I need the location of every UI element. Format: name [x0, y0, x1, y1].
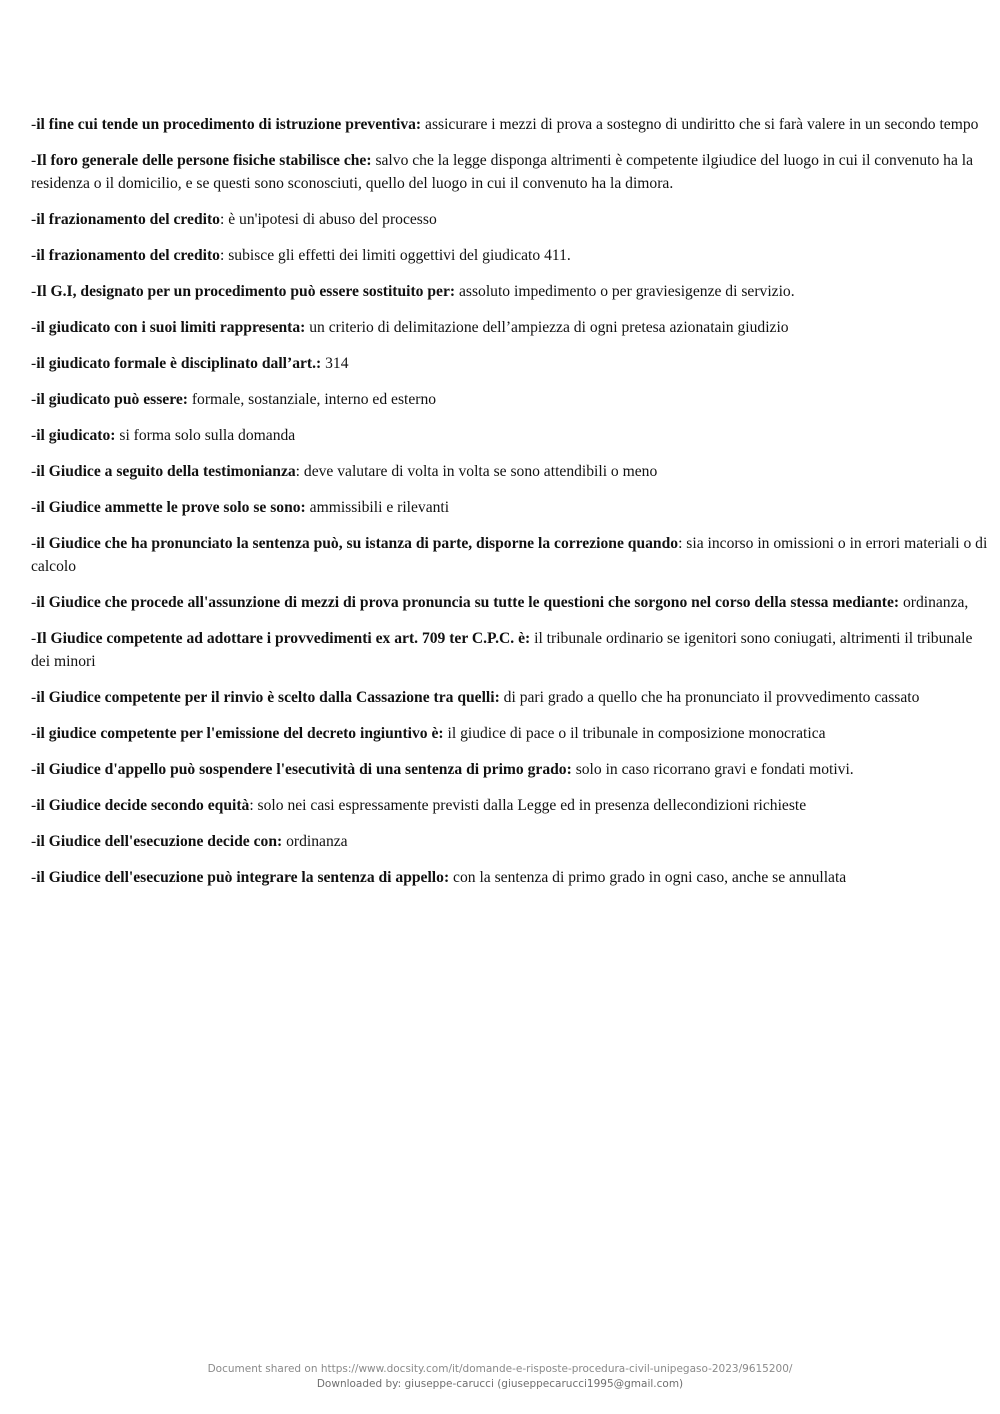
qa-entry [31, 591, 993, 614]
qa-entry [31, 460, 993, 483]
qa-entry [31, 244, 993, 267]
entry-dash: - [31, 535, 37, 552]
entry-question: il frazionamento del credito [36, 247, 220, 264]
qa-entry [31, 627, 993, 673]
entry-answer: con la sentenza di primo grado in ogni caso, anche se annullata [449, 869, 847, 886]
entry-question: il Giudice decide secondo equità [36, 797, 250, 814]
entry-answer: un criterio di delimitazione dell’ampiezza di ogni pretesa azionatain giudizio [305, 319, 789, 336]
entry-answer: ammissibili e rilevanti [305, 499, 450, 516]
qa-entry [31, 280, 993, 303]
entry-dash: - [31, 116, 37, 133]
entry-question: il giudicato formale è disciplinato dall’art.: [36, 355, 322, 372]
entry-answer: assoluto impedimento o per graviesigenze di servizio. [455, 283, 795, 300]
qa-entry [31, 758, 993, 781]
entry-question: il Giudice competente per il rinvio è scelto dalla Cassazione tra quelli: [36, 689, 500, 706]
qa-entry [31, 316, 993, 339]
entry-question: il giudicato: [36, 427, 116, 444]
qa-entry [31, 388, 993, 411]
entry-answer: : è un'ipotesi di abuso del processo [219, 211, 437, 228]
shared-on-link[interactable]: Document shared on https://www.docsity.com/it/domande-e-risposte-procedura-civil-unipegaso-2023/9615200/ [207, 1363, 793, 1375]
entry-dash: - [31, 211, 37, 228]
entry-answer: : subisce gli effetti dei limiti oggettivi del giudicato 411. [219, 247, 571, 264]
entry-question: il Giudice d'appello può sospendere l'esecutività di una sentenza di primo grado: [36, 761, 572, 778]
entry-answer: ordinanza [282, 833, 348, 850]
qa-entry [31, 208, 993, 231]
entry-dash: - [31, 499, 37, 516]
entry-question: il Giudice ammette le prove solo se sono: [36, 499, 306, 516]
entry-question: Il foro generale delle persone fisiche stabilisce che: [36, 152, 372, 169]
downloaded-by-text: Downloaded by: giuseppe-carucci (giuseppecarucci1995@gmail.com) [316, 1378, 684, 1390]
entry-question: il fine cui tende un procedimento di istruzione preventiva: [36, 116, 422, 133]
qa-entry [31, 113, 993, 136]
entry-dash: - [31, 761, 37, 778]
qa-entry [31, 722, 993, 745]
entry-dash: - [31, 689, 37, 706]
entry-dash: - [31, 427, 37, 444]
qa-entry [31, 794, 993, 817]
qa-entry [31, 352, 993, 375]
entry-dash: - [31, 391, 37, 408]
qa-entry [31, 830, 993, 853]
entry-dash: - [31, 725, 37, 742]
entry-answer: salvo che la legge disponga altrimenti è competente ilgiudice del luogo in cui il convenuto ha la residenza o il domicilio, e se questi sono sconosciuti, quello del luogo in cui il convenuto ha la dimora. [31, 152, 974, 192]
entry-answer: il tribunale ordinario se igenitori sono coniugati, altrimenti il tribunale dei minori [31, 630, 973, 670]
entry-dash: - [31, 319, 37, 336]
entry-dash: - [31, 355, 37, 372]
entry-answer: il giudice di pace o il tribunale in composizione monocratica [443, 725, 826, 742]
entry-answer: assicurare i mezzi di prova a sostegno di undiritto che si farà valere in un secondo tempo [421, 116, 979, 133]
entry-answer: : sia incorso in omissioni o in errori materiali o di calcolo [31, 535, 988, 575]
entry-dash: - [31, 594, 37, 611]
entry-dash: - [31, 797, 37, 814]
entry-question: il Giudice dell'esecuzione decide con: [36, 833, 283, 850]
qa-entry [31, 686, 993, 709]
entry-answer: solo in caso ricorrano gravi e fondati motivi. [571, 761, 854, 778]
entry-question: il Giudice che ha pronunciato la sentenza può, su istanza di parte, disporne la correzione quando [36, 535, 679, 552]
qa-entry [31, 496, 993, 519]
page-footer [0, 1362, 1000, 1392]
entry-answer: 314 [321, 355, 349, 372]
entry-question: il Giudice dell'esecuzione può integrare la sentenza di appello: [36, 869, 450, 886]
entry-dash: - [31, 247, 37, 264]
entry-question: il giudicato con i suoi limiti rappresenta: [36, 319, 306, 336]
qa-entry [31, 866, 993, 889]
entry-question: Il G.I, designato per un procedimento può essere sostituito per: [36, 283, 456, 300]
entry-question: Il Giudice competente ad adottare i provvedimenti ex art. 709 ter C.P.C. è: [36, 630, 531, 647]
entry-answer: di pari grado a quello che ha pronunciato il provvedimento cassato [499, 689, 920, 706]
qa-list [31, 113, 993, 902]
entry-question: il frazionamento del credito [36, 211, 220, 228]
entry-answer: ordinanza, [899, 594, 969, 611]
entry-dash: - [31, 869, 37, 886]
entry-answer: : deve valutare di volta in volta se sono attendibili o meno [295, 463, 658, 480]
entry-dash: - [31, 283, 37, 300]
entry-dash: - [31, 463, 37, 480]
entry-question: il Giudice che procede all'assunzione di mezzi di prova pronuncia su tutte le questioni che sorgono nel corso della stessa mediante: [36, 594, 900, 611]
entry-answer: : solo nei casi espressamente previsti dalla Legge ed in presenza dellecondizioni richieste [249, 797, 807, 814]
entry-dash: - [31, 833, 37, 850]
entry-answer: si forma solo sulla domanda [115, 427, 296, 444]
qa-entry [31, 424, 993, 447]
entry-question: il giudice competente per l'emissione del decreto ingiuntivo è: [36, 725, 444, 742]
entry-dash: - [31, 152, 37, 169]
entry-dash: - [31, 630, 37, 647]
entry-question: il giudicato può essere: [36, 391, 188, 408]
qa-entry [31, 532, 993, 578]
entry-question: il Giudice a seguito della testimonianza [36, 463, 296, 480]
entry-answer: formale, sostanziale, interno ed esterno [187, 391, 437, 408]
qa-entry [31, 149, 993, 195]
